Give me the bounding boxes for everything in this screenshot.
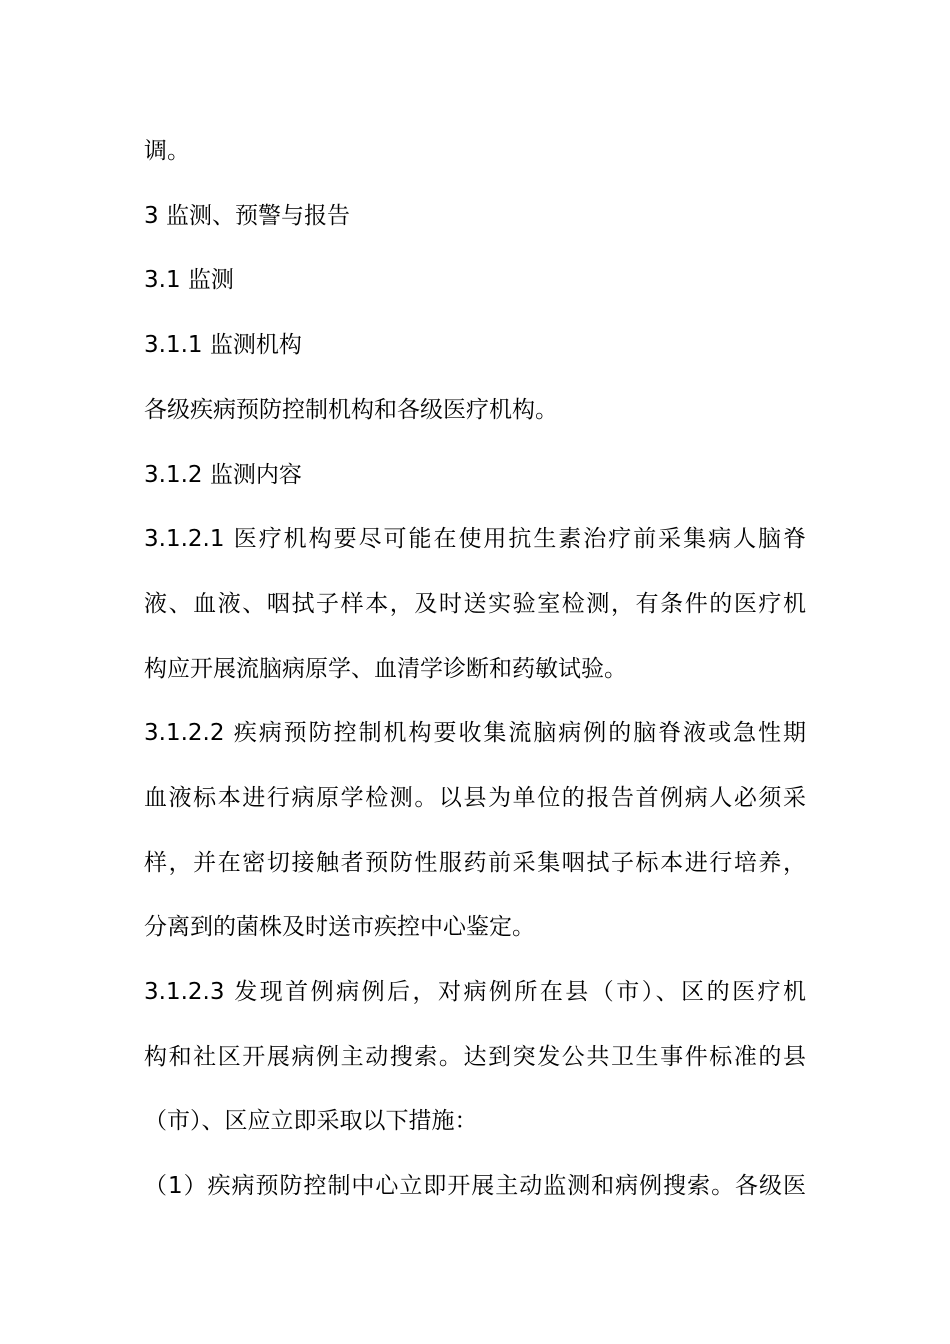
heading-section-3: 3 监测、预警与报告 [144,203,350,229]
paragraph-3-1-2-3-line-1: 3.1.2.3 发现首例病例后，对病例所在县（市）、区的医疗机 [144,979,806,1005]
paragraph-3-1-2-2-line-4: 分离到的菌株及时送市疾控中心鉴定。 [144,914,535,940]
paragraph-3-1-2-2-line-3: 样，并在密切接触者预防性服药前采集咽拭子标本进行培养， [144,850,806,876]
paragraph-3-1-2-1-line-2: 液、血液、咽拭子样本，及时送实验室检测，有条件的医疗机 [144,591,806,617]
paragraph-3-1-2-2-line-2: 血液标本进行病原学检测。以县为单位的报告首例病人必须采 [144,785,806,811]
text-line-continuation: 调。 [144,138,190,164]
heading-section-3-1-1: 3.1.1 监测机构 [144,332,302,358]
heading-section-3-1-2: 3.1.2 监测内容 [144,462,302,488]
list-item-1-line-1: （1）疾病预防控制中心立即开展主动监测和病例搜索。各级医 [144,1173,806,1199]
paragraph-monitoring-agencies: 各级疾病预防控制机构和各级医疗机构。 [144,397,558,423]
paragraph-3-1-2-3-line-3: （市）、区应立即采取以下措施： [144,1108,478,1134]
paragraph-3-1-2-1-line-1: 3.1.2.1 医疗机构要尽可能在使用抗生素治疗前采集病人脑脊 [144,526,806,552]
paragraph-3-1-2-3-line-2: 构和社区开展病例主动搜索。达到突发公共卫生事件标准的县 [144,1044,806,1070]
heading-section-3-1: 3.1 监测 [144,267,234,293]
paragraph-3-1-2-2-line-1: 3.1.2.2 疾病预防控制机构要收集流脑病例的脑脊液或急性期 [144,720,806,746]
paragraph-3-1-2-1-line-3: 构应开展流脑病原学、血清学诊断和药敏试验。 [144,656,627,682]
